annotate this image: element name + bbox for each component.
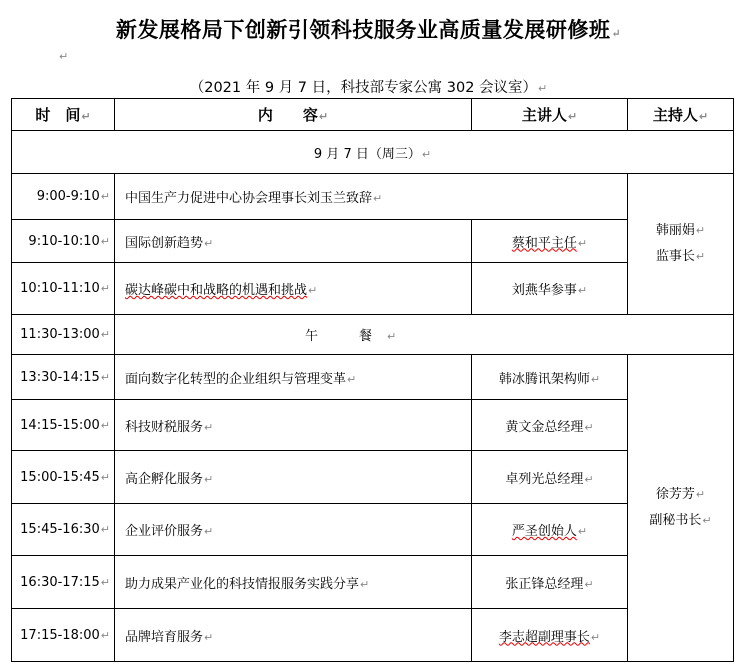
lunch-cell: 午 餐↵	[115, 315, 734, 355]
content-cell: 国际创新趋势↵	[115, 220, 472, 263]
speaker-cell: 黄文金总经理↵	[472, 400, 628, 451]
time-cell: 17:15-18:00↵	[12, 609, 115, 662]
content-cell: 企业评价服务↵	[115, 504, 472, 556]
table-row	[12, 174, 734, 220]
header-speaker: 主讲人↵	[472, 99, 628, 131]
time-cell: 10:10-11:10↵	[12, 263, 115, 315]
paragraph-mark: ↵	[59, 50, 69, 63]
time-cell: 13:30-14:15↵	[12, 355, 115, 400]
table-header-row	[12, 99, 734, 131]
speaker-cell: 张正锋总经理↵	[472, 556, 628, 609]
table-row	[12, 556, 734, 609]
time-cell: 9:10-10:10↵	[12, 220, 115, 263]
time-cell: 15:45-16:30↵	[12, 504, 115, 556]
table-row	[12, 451, 734, 504]
day-row	[12, 131, 734, 174]
host-cell: 韩丽娟↵ 监事长↵	[628, 174, 734, 315]
content-cell: 面向数字化转型的企业组织与管理变革↵	[115, 355, 472, 400]
time-cell: 9:00-9:10↵	[12, 174, 115, 220]
content-cell: 高企孵化服务↵	[115, 451, 472, 504]
speaker-cell: 卓列光总经理↵	[472, 451, 628, 504]
host-cell: 徐芳芳↵ 副秘书长↵	[628, 355, 734, 662]
speaker-cell: 蔡和平主任↵	[472, 220, 628, 263]
content-cell: 科技财税服务↵	[115, 400, 472, 451]
speaker-cell: 韩冰腾讯架构师↵	[472, 355, 628, 400]
speaker-cell: 李志超副理事长↵	[472, 609, 628, 662]
document-subtitle: （2021 年 9 月 7 日，科技部专家公寓 302 会议室）↵	[189, 80, 548, 96]
table-row	[12, 504, 734, 556]
time-cell: 15:00-15:45↵	[12, 451, 115, 504]
table-row	[12, 220, 734, 263]
speaker-cell: 严圣创始人↵	[472, 504, 628, 556]
time-cell: 14:15-15:00↵	[12, 400, 115, 451]
table-row	[12, 355, 734, 400]
speaker-cell: 刘燕华参事↵	[472, 263, 628, 315]
table-row	[12, 400, 734, 451]
content-cell: 碳达峰碳中和战略的机遇和挑战↵	[115, 263, 472, 315]
time-cell: 16:30-17:15↵	[12, 556, 115, 609]
header-content: 内 容↵	[115, 99, 472, 131]
content-cell: 助力成果产业化的科技情报服务实践分享↵	[115, 556, 472, 609]
document-title: 新发展格局下创新引领科技服务业高质量发展研修班↵	[115, 17, 622, 42]
time-cell: 11:30-13:00↵	[12, 315, 115, 355]
header-host: 主持人↵	[628, 99, 734, 131]
day-label: 9 月 7 日（周三）↵	[12, 131, 734, 174]
content-cell: 品牌培育服务↵	[115, 609, 472, 662]
schedule-table	[11, 98, 734, 662]
table-row	[12, 263, 734, 315]
table-row	[12, 609, 734, 662]
content-cell: 中国生产力促进中心协会理事长刘玉兰致辞↵	[115, 174, 628, 220]
header-time: 时 间↵	[12, 99, 115, 131]
table-row	[12, 315, 734, 355]
